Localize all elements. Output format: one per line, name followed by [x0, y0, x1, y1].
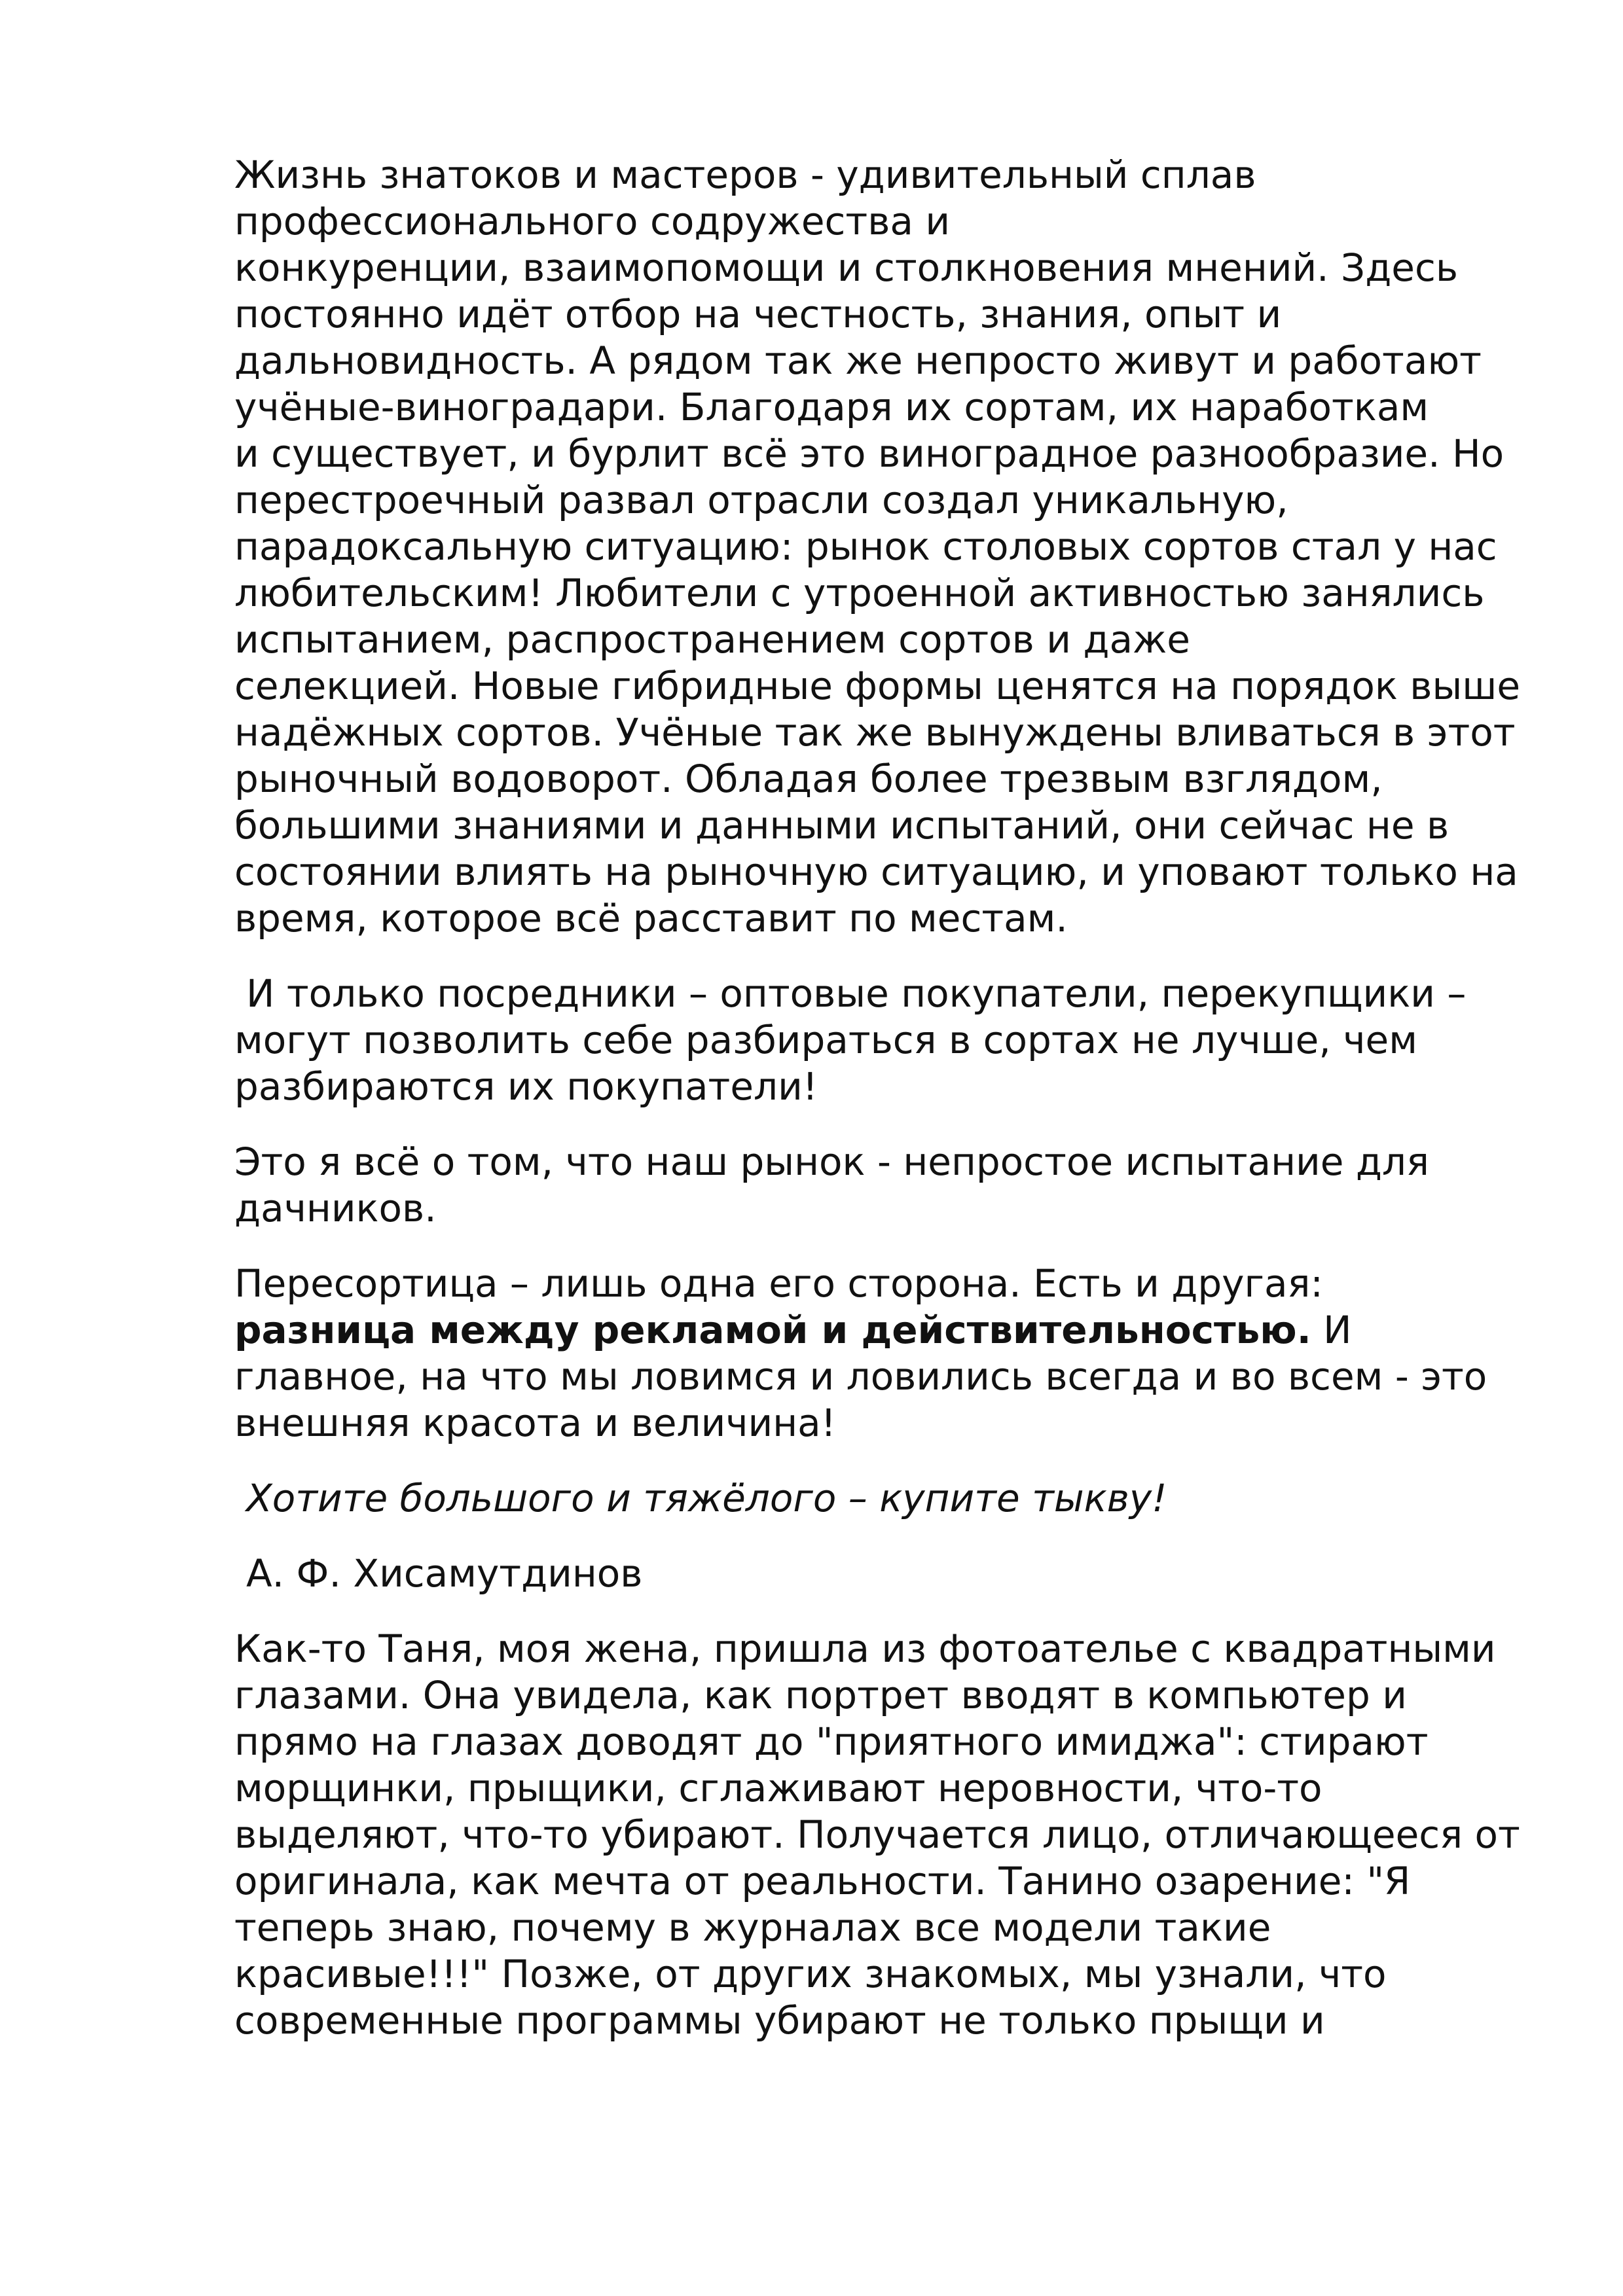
paragraph-spacer	[234, 1522, 1531, 1551]
text-line: глазами. Она увидела, как портрет вводят в компьютер и	[234, 1673, 1407, 1717]
text-line: испытанием, распространением сортов и даже	[234, 617, 1190, 662]
text-line: оригинала, как мечта от реальности. Танино озарение: "Я	[234, 1859, 1411, 1903]
text-line: перестроечный развал отрасли создал уникальную,	[234, 478, 1288, 522]
quote-text	[234, 1475, 1531, 1522]
emphasis-text: разница между рекламой и действительностью.	[234, 1308, 1311, 1352]
text-line: дальновидность. А рядом так же непросто живут и работают	[234, 338, 1482, 383]
text-line: состоянии влиять на рыночную ситуацию, и уповают только на	[234, 850, 1518, 894]
text-line: дачников.	[234, 1186, 437, 1230]
paragraph-spacer	[234, 1446, 1531, 1475]
text-line: прямо на глазах доводят до "приятного имиджа": стирают	[234, 1719, 1429, 1764]
paragraph-intermediaries	[234, 971, 1531, 1110]
text-line: селекцией. Новые гибридные формы ценятся на порядок выше	[234, 664, 1521, 708]
author-line: А. Ф. Хисамутдинов	[246, 1551, 643, 1596]
document-body	[234, 152, 1531, 2044]
quote-author	[234, 1551, 1531, 1597]
text-line: учёные-виноградари. Благодаря их сортам, их наработкам	[234, 385, 1429, 429]
paragraph-spacer	[234, 1110, 1531, 1139]
text-line: большими знаниями и данными испытаний, они сейчас не в	[234, 803, 1450, 848]
text-line: профессионального содружества и	[234, 199, 951, 243]
text-line: Жизнь знатоков и мастеров - удивительный сплав	[234, 152, 1256, 197]
text-line: рыночный водоворот. Обладая более трезвым взглядом,	[234, 757, 1383, 801]
text-line: надёжных сортов. Учёные так же вынуждены вливаться в этот	[234, 710, 1516, 755]
paragraph-photo-studio	[234, 1626, 1531, 2044]
text-line: и существует, и бурлит всё это виноградное разнообразие. Но	[234, 431, 1504, 476]
text-line: разбираются их покупатели!	[234, 1064, 818, 1109]
text-line: конкуренции, взаимопомощи и столкновения мнений. Здесь	[234, 245, 1459, 290]
text-line: И только посредники – оптовые покупатели, перекупщики –	[246, 971, 1467, 1016]
paragraph-masters-and-scientists	[234, 152, 1531, 942]
paragraph-spacer	[234, 1597, 1531, 1626]
text-line	[234, 1307, 1531, 1354]
text-line: красивые!!!" Позже, от других знакомых, мы узнали, что	[234, 1952, 1387, 1996]
text-line: морщинки, прыщики, сглаживают неровности, что-то	[234, 1766, 1322, 1810]
text-line: Как-то Таня, моя жена, пришла из фотоателье с квадратными	[234, 1626, 1496, 1671]
text-line: теперь знаю, почему в журналах все модели такие	[234, 1905, 1271, 1950]
text-line: Это я всё о том, что наш рынок - непростое испытание для	[234, 1139, 1429, 1184]
text-line: постоянно идёт отбор на честность, знания, опыт и	[234, 292, 1282, 336]
text-line: внешняя красота и величина!	[234, 1401, 836, 1445]
text-fragment: И	[1311, 1308, 1352, 1352]
text-line: Пересортица – лишь одна его сторона. Есть и другая:	[234, 1261, 1323, 1306]
paragraph-market-test	[234, 1139, 1531, 1232]
paragraph-spacer	[234, 942, 1531, 971]
text-line: главное, на что мы ловимся и ловились всегда и во всем - это	[234, 1354, 1487, 1399]
paragraph-spacer	[234, 1232, 1531, 1261]
text-line: выделяют, что-то убирают. Получается лицо, отличающееся от	[234, 1812, 1520, 1857]
text-line: парадоксальную ситуацию: рынок столовых сортов стал у нас	[234, 524, 1497, 569]
text-line: любительским! Любители с утроенной активностью занялись	[234, 571, 1485, 615]
paragraph-mislabeling	[234, 1261, 1531, 1446]
text-line: могут позволить себе разбираться в сортах не лучше, чем	[234, 1018, 1417, 1062]
text-line: время, которое всё расставит по местам.	[234, 896, 1068, 941]
quote-line: Хотите большого и тяжёлого – купите тыкву!	[246, 1476, 1167, 1520]
text-line: современные программы убирают не только прыщи и	[234, 1998, 1325, 2043]
